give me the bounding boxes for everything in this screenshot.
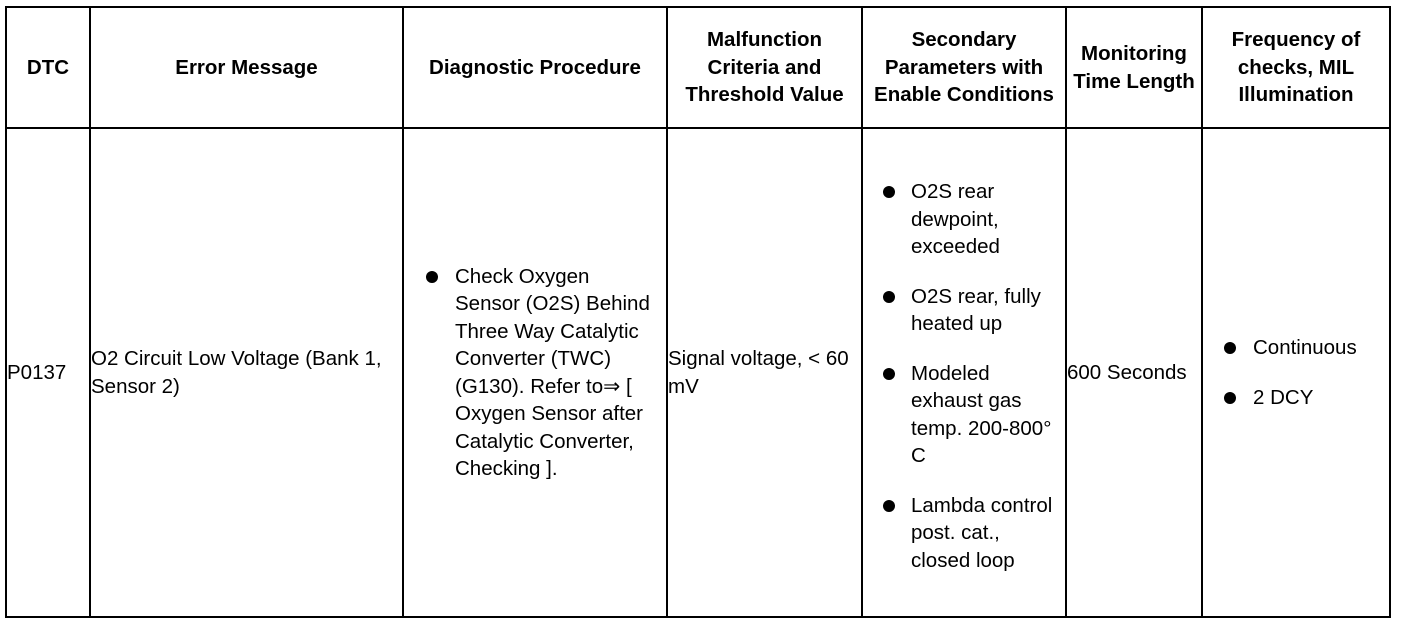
bullet-icon bbox=[883, 500, 895, 512]
parameter-text: Modeled exhaust gas temp. 200-800° C bbox=[911, 361, 1052, 467]
list-item bbox=[1203, 384, 1389, 412]
bullet-icon bbox=[883, 186, 895, 198]
list-item bbox=[863, 283, 1065, 338]
parameter-text: Lambda control post. cat., closed loop bbox=[911, 493, 1053, 572]
cell-monitoring-time: 600 Seconds bbox=[1066, 128, 1202, 617]
header-diagnostic-procedure: Diagnostic Procedure bbox=[403, 7, 667, 128]
header-frequency: Frequency of checks, MIL Illumination bbox=[1202, 7, 1390, 128]
list-item bbox=[863, 178, 1065, 261]
list-item bbox=[404, 263, 666, 483]
header-secondary-parameters: Secondary Parameters with Enable Conditions bbox=[862, 7, 1066, 128]
cell-malfunction-criteria: Signal voltage, < 60 mV bbox=[667, 128, 862, 617]
dtc-table bbox=[5, 6, 1391, 618]
frequency-text: Continuous bbox=[1253, 335, 1357, 359]
bullet-icon bbox=[1224, 392, 1236, 404]
header-malfunction-criteria: Malfunction Criteria and Threshold Value bbox=[667, 7, 862, 128]
list-item bbox=[863, 492, 1065, 575]
bullet-icon bbox=[1224, 342, 1236, 354]
cell-secondary-parameters bbox=[862, 128, 1066, 617]
parameter-text: O2S rear dewpoint, exceeded bbox=[911, 180, 1000, 258]
cell-frequency bbox=[1202, 128, 1390, 617]
procedure-text: Check Oxygen Sensor (O2S) Behind Three Way Catalytic Converter (TWC) (G130). Refer to⇒ [ Oxygen Sensor after Catalytic Converter, Checking ]. bbox=[455, 264, 650, 480]
parameter-text: O2S rear, fully heated up bbox=[911, 284, 1041, 335]
header-error-message: Error Message bbox=[90, 7, 403, 128]
table-row bbox=[6, 128, 1390, 617]
cell-diagnostic-procedure bbox=[403, 128, 667, 617]
frequency-text: 2 DCY bbox=[1253, 386, 1314, 409]
bullet-icon bbox=[883, 291, 895, 303]
list-item bbox=[863, 360, 1065, 470]
bullet-icon bbox=[426, 271, 438, 283]
bullet-icon bbox=[883, 368, 895, 380]
header-dtc: DTC bbox=[6, 7, 90, 128]
header-monitoring-time: Monitoring Time Length bbox=[1066, 7, 1202, 128]
cell-error-message: O2 Circuit Low Voltage (Bank 1, Sensor 2) bbox=[90, 128, 403, 617]
cell-dtc: P0137 bbox=[6, 128, 90, 617]
list-item bbox=[1203, 334, 1389, 362]
header-row bbox=[6, 7, 1390, 128]
